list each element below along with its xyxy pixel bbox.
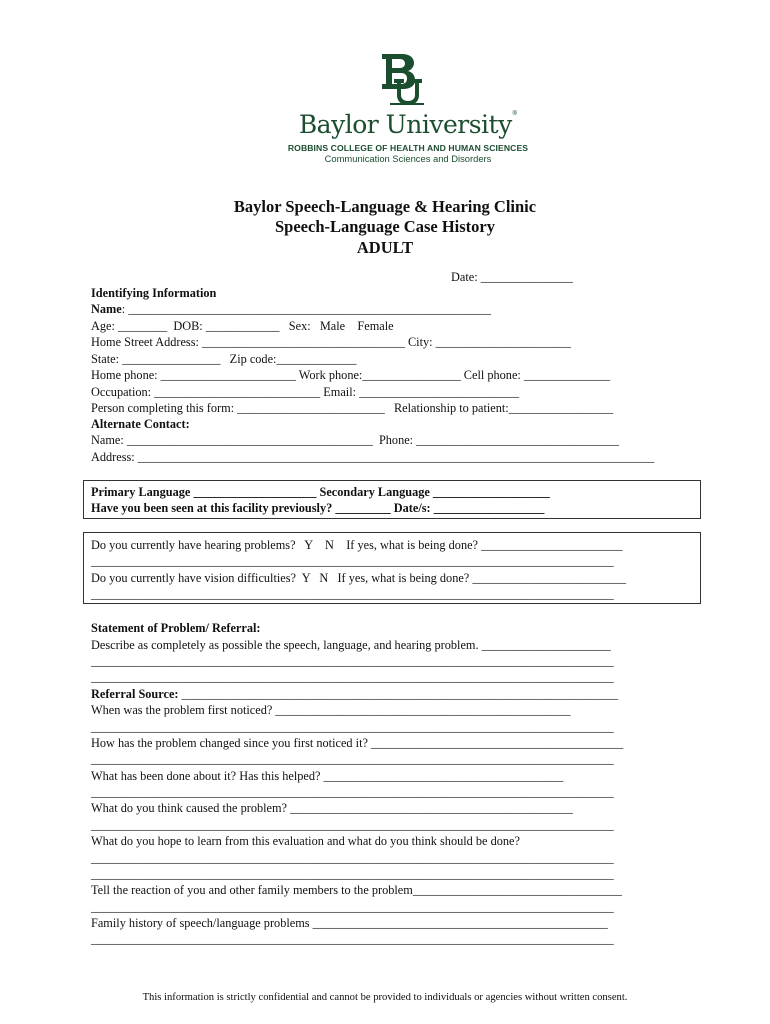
street-city-field[interactable]: Home Street Address: _________________________________ City: ______________________ <box>91 335 571 349</box>
name-field[interactable] <box>91 301 491 317</box>
person-completing-field[interactable]: Person completing this form: ________________________ Relationship to patient:_________________ <box>91 401 614 415</box>
vision-blank[interactable]: _____________________________________________________________________________________ <box>91 587 614 601</box>
cause-field[interactable]: What do you think caused the problem? ______________________________________________ <box>91 801 573 815</box>
identifying-heading: Identifying Information <box>91 286 217 300</box>
department-name: Communication Sciences and Disorders <box>324 153 492 164</box>
what-done-blank[interactable]: _____________________________________________________________________________________ <box>91 785 614 799</box>
referral-label: Referral Source: <box>91 687 182 701</box>
family-history-blank[interactable]: _____________________________________________________________________________________ <box>91 932 614 946</box>
referral-source-field[interactable] <box>91 686 618 702</box>
describe-blank-2[interactable]: _____________________________________________________________________________________ <box>91 670 614 684</box>
describe-blank-1[interactable]: _____________________________________________________________________________________ <box>91 654 614 668</box>
logo-divider <box>390 103 424 105</box>
bu-interlocking-logo-icon <box>378 52 426 106</box>
hope-blank-1[interactable]: _____________________________________________________________________________________ <box>91 851 614 865</box>
date-field[interactable]: Date: _______________ <box>451 270 573 284</box>
problem-heading: Statement of Problem/ Referral: <box>91 621 261 635</box>
hope-question: What do you hope to learn from this evaluation and what do you think should be done? <box>91 834 520 848</box>
describe-problem-field[interactable]: Describe as completely as possible the speech, language, and hearing problem. _____________________ <box>91 638 611 652</box>
previous-visit-field[interactable]: Have you been seen at this facility previously? _________ Date/s: __________________ <box>91 501 545 515</box>
hearing-question[interactable]: Do you currently have hearing problems? Y N If yes, what is being done? _______________________ <box>91 538 623 552</box>
alternate-address-field[interactable]: Address: ____________________________________________________________________________________ <box>91 450 655 464</box>
hope-blank-2[interactable]: _____________________________________________________________________________________ <box>91 867 614 881</box>
problem-changed-blank[interactable]: _____________________________________________________________________________________ <box>91 752 614 766</box>
name-label: Name <box>91 302 122 316</box>
language-field[interactable]: Primary Language ____________________ Secondary Language ___________________ <box>91 485 550 499</box>
reaction-blank[interactable]: _____________________________________________________________________________________ <box>91 900 614 914</box>
problem-changed-field[interactable]: How has the problem changed since you first noticed it? _________________________________________ <box>91 736 624 750</box>
state-zip-field[interactable]: State: ________________ Zip code:_____________ <box>91 352 357 366</box>
university-wordmark <box>0 110 770 139</box>
wordmark-text: Baylor University <box>298 110 512 139</box>
hearing-blank[interactable]: _____________________________________________________________________________________ <box>91 554 614 568</box>
alternate-name-phone-field[interactable]: Name: ________________________________________ Phone: _________________________________ <box>91 433 620 447</box>
reaction-field[interactable]: Tell the reaction of you and other family members to the problem__________________________________ <box>91 883 622 897</box>
family-history-field[interactable]: Family history of speech/language problems ________________________________________________ <box>91 916 608 930</box>
form-subtitle: ADULT <box>356 238 414 257</box>
age-dob-sex-field[interactable]: Age: ________ DOB: ____________ Sex: Male Female <box>91 319 394 333</box>
phone-fields[interactable]: Home phone: ______________________ Work phone:________________ Cell phone: ______________ <box>91 368 610 382</box>
alternate-contact-heading: Alternate Contact: <box>91 417 190 431</box>
form-title: Speech-Language Case History <box>275 217 495 236</box>
vision-question[interactable]: Do you currently have vision difficulties? Y N If yes, what is being done? _________________________ <box>91 571 627 585</box>
first-noticed-field[interactable]: When was the problem first noticed? ________________________________________________ <box>91 703 571 717</box>
first-noticed-blank[interactable]: _____________________________________________________________________________________ <box>91 720 614 734</box>
trademark-symbol: ® <box>511 110 518 117</box>
confidentiality-footer: This information is strictly confidential and cannot be provided to individuals or agencies without written consent. <box>142 992 628 1003</box>
referral-blank[interactable]: _______________________________________________________________________ <box>181 687 619 701</box>
name-blank[interactable]: : ___________________________________________________________ <box>121 302 491 316</box>
clinic-title: Baylor Speech-Language & Hearing Clinic <box>233 197 537 216</box>
what-done-field[interactable]: What has been done about it? Has this helped? _______________________________________ <box>91 769 564 783</box>
college-name: ROBBINS COLLEGE OF HEALTH AND HUMAN SCIENCES <box>287 143 529 153</box>
occupation-email-field[interactable]: Occupation: ___________________________ Email: __________________________ <box>91 385 519 399</box>
cause-blank[interactable]: _____________________________________________________________________________________ <box>91 818 614 832</box>
